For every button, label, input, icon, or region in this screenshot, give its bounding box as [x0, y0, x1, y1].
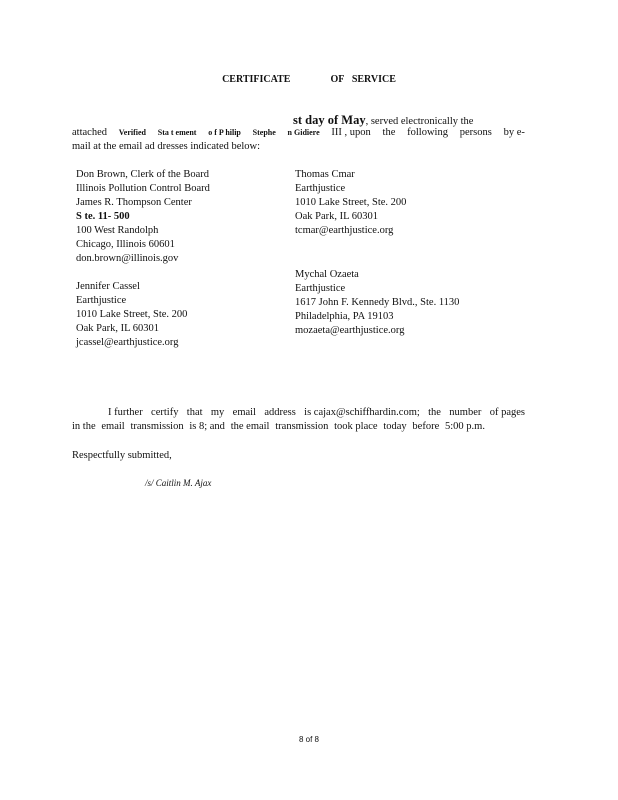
intro-word: following	[407, 127, 448, 138]
intro-word: Verified	[118, 128, 147, 137]
recipient-don-brown	[76, 168, 210, 266]
recipient-line: Oak Park, IL 60301	[295, 211, 379, 222]
recipient-jennifer-cassel	[76, 280, 187, 350]
intro-word: by e-	[503, 127, 525, 138]
intro-word: Stephe	[252, 128, 276, 137]
recipient-mychal-ozaeta	[295, 268, 459, 338]
intro-word: the	[382, 127, 396, 138]
intro-word: n Gidiere	[287, 128, 320, 137]
intro-word: persons	[459, 127, 492, 138]
certify-word: transmission	[130, 421, 184, 432]
title-word-certificate: CERTIFICATE	[222, 74, 291, 85]
certify-word: certify	[151, 407, 179, 418]
intro-word: Sta t ement	[157, 128, 197, 137]
certify-paragraph	[72, 406, 525, 434]
recipient-thomas-cmar	[295, 168, 406, 238]
recipient-email: mozaeta@earthjustice.org	[295, 325, 405, 336]
signature: /s/ Caitlin M. Ajax	[145, 478, 212, 488]
recipient-name: Thomas Cmar	[295, 169, 355, 180]
recipient-line: 1617 John F. Kennedy Blvd., Ste. 1130	[295, 297, 460, 308]
recipient-name: Mychal Ozaeta	[295, 269, 359, 280]
certify-word: in the	[72, 421, 96, 432]
certify-word: number	[449, 407, 482, 418]
intro-line-2	[72, 126, 525, 140]
certify-word: is cajax@schiffhardin.com;	[304, 407, 420, 418]
recipient-line: Earthjustice	[76, 295, 127, 306]
certify-word: I further	[108, 407, 143, 418]
certify-word: today	[383, 421, 407, 432]
recipient-email: tcmar@earthjustice.org	[295, 225, 394, 236]
certify-word: transmission	[275, 421, 329, 432]
recipient-email: jcassel@earthjustice.org	[76, 337, 179, 348]
recipient-line: S te. 11- 500	[76, 211, 130, 222]
date-phrase: st day of May	[293, 113, 366, 127]
recipient-line: 100 West Randolph	[76, 225, 159, 236]
recipient-line: Earthjustice	[295, 183, 346, 194]
recipient-line: 1010 Lake Street, Ste. 200	[295, 197, 407, 208]
recipient-line: Oak Park, IL 60301	[76, 323, 160, 334]
recipient-line: Philadelphia, PA 19103	[295, 311, 394, 322]
recipient-name: Jennifer Cassel	[76, 281, 140, 292]
intro-line-1-rest: , served electronically the	[365, 116, 474, 127]
certify-word: my	[210, 407, 225, 418]
certify-row-2	[72, 420, 485, 434]
recipient-name: Don Brown, Clerk of the Board	[76, 169, 209, 180]
certify-word: took place	[334, 421, 378, 432]
title-word-of: OF	[330, 74, 345, 85]
recipient-line: James R. Thompson Center	[76, 197, 192, 208]
certify-word: that	[186, 407, 203, 418]
certify-word: address	[264, 407, 296, 418]
certify-row-1	[72, 406, 525, 420]
title-word-service: SERVICE	[351, 74, 396, 85]
certify-word: of pages	[489, 407, 525, 418]
intro-line-3: mail at the email ad dresses indicated below:	[72, 141, 261, 152]
recipient-line: 1010 Lake Street, Ste. 200	[76, 309, 188, 320]
certify-word: the email	[230, 421, 270, 432]
intro-word: o f P hilip	[208, 128, 241, 137]
certify-word: the	[428, 407, 441, 418]
recipient-email: don.brown@illinois.gov	[76, 253, 179, 264]
certify-word: email	[232, 407, 256, 418]
closing-text: Respectfully submitted,	[72, 450, 172, 461]
recipient-line: Earthjustice	[295, 283, 346, 294]
intro-word: III , upon	[331, 127, 371, 138]
certify-word: before	[412, 421, 440, 432]
recipient-line: Chicago, Illinois 60601	[76, 239, 175, 250]
certify-word: is 8; and	[189, 421, 225, 432]
recipient-line: Illinois Pollution Control Board	[76, 183, 210, 194]
certify-word: email	[101, 421, 125, 432]
page-number: 8 of 8	[298, 735, 319, 744]
certify-word: 5:00 p.m.	[445, 421, 485, 432]
intro-word: attached	[72, 127, 107, 138]
certificate-title	[0, 74, 618, 85]
